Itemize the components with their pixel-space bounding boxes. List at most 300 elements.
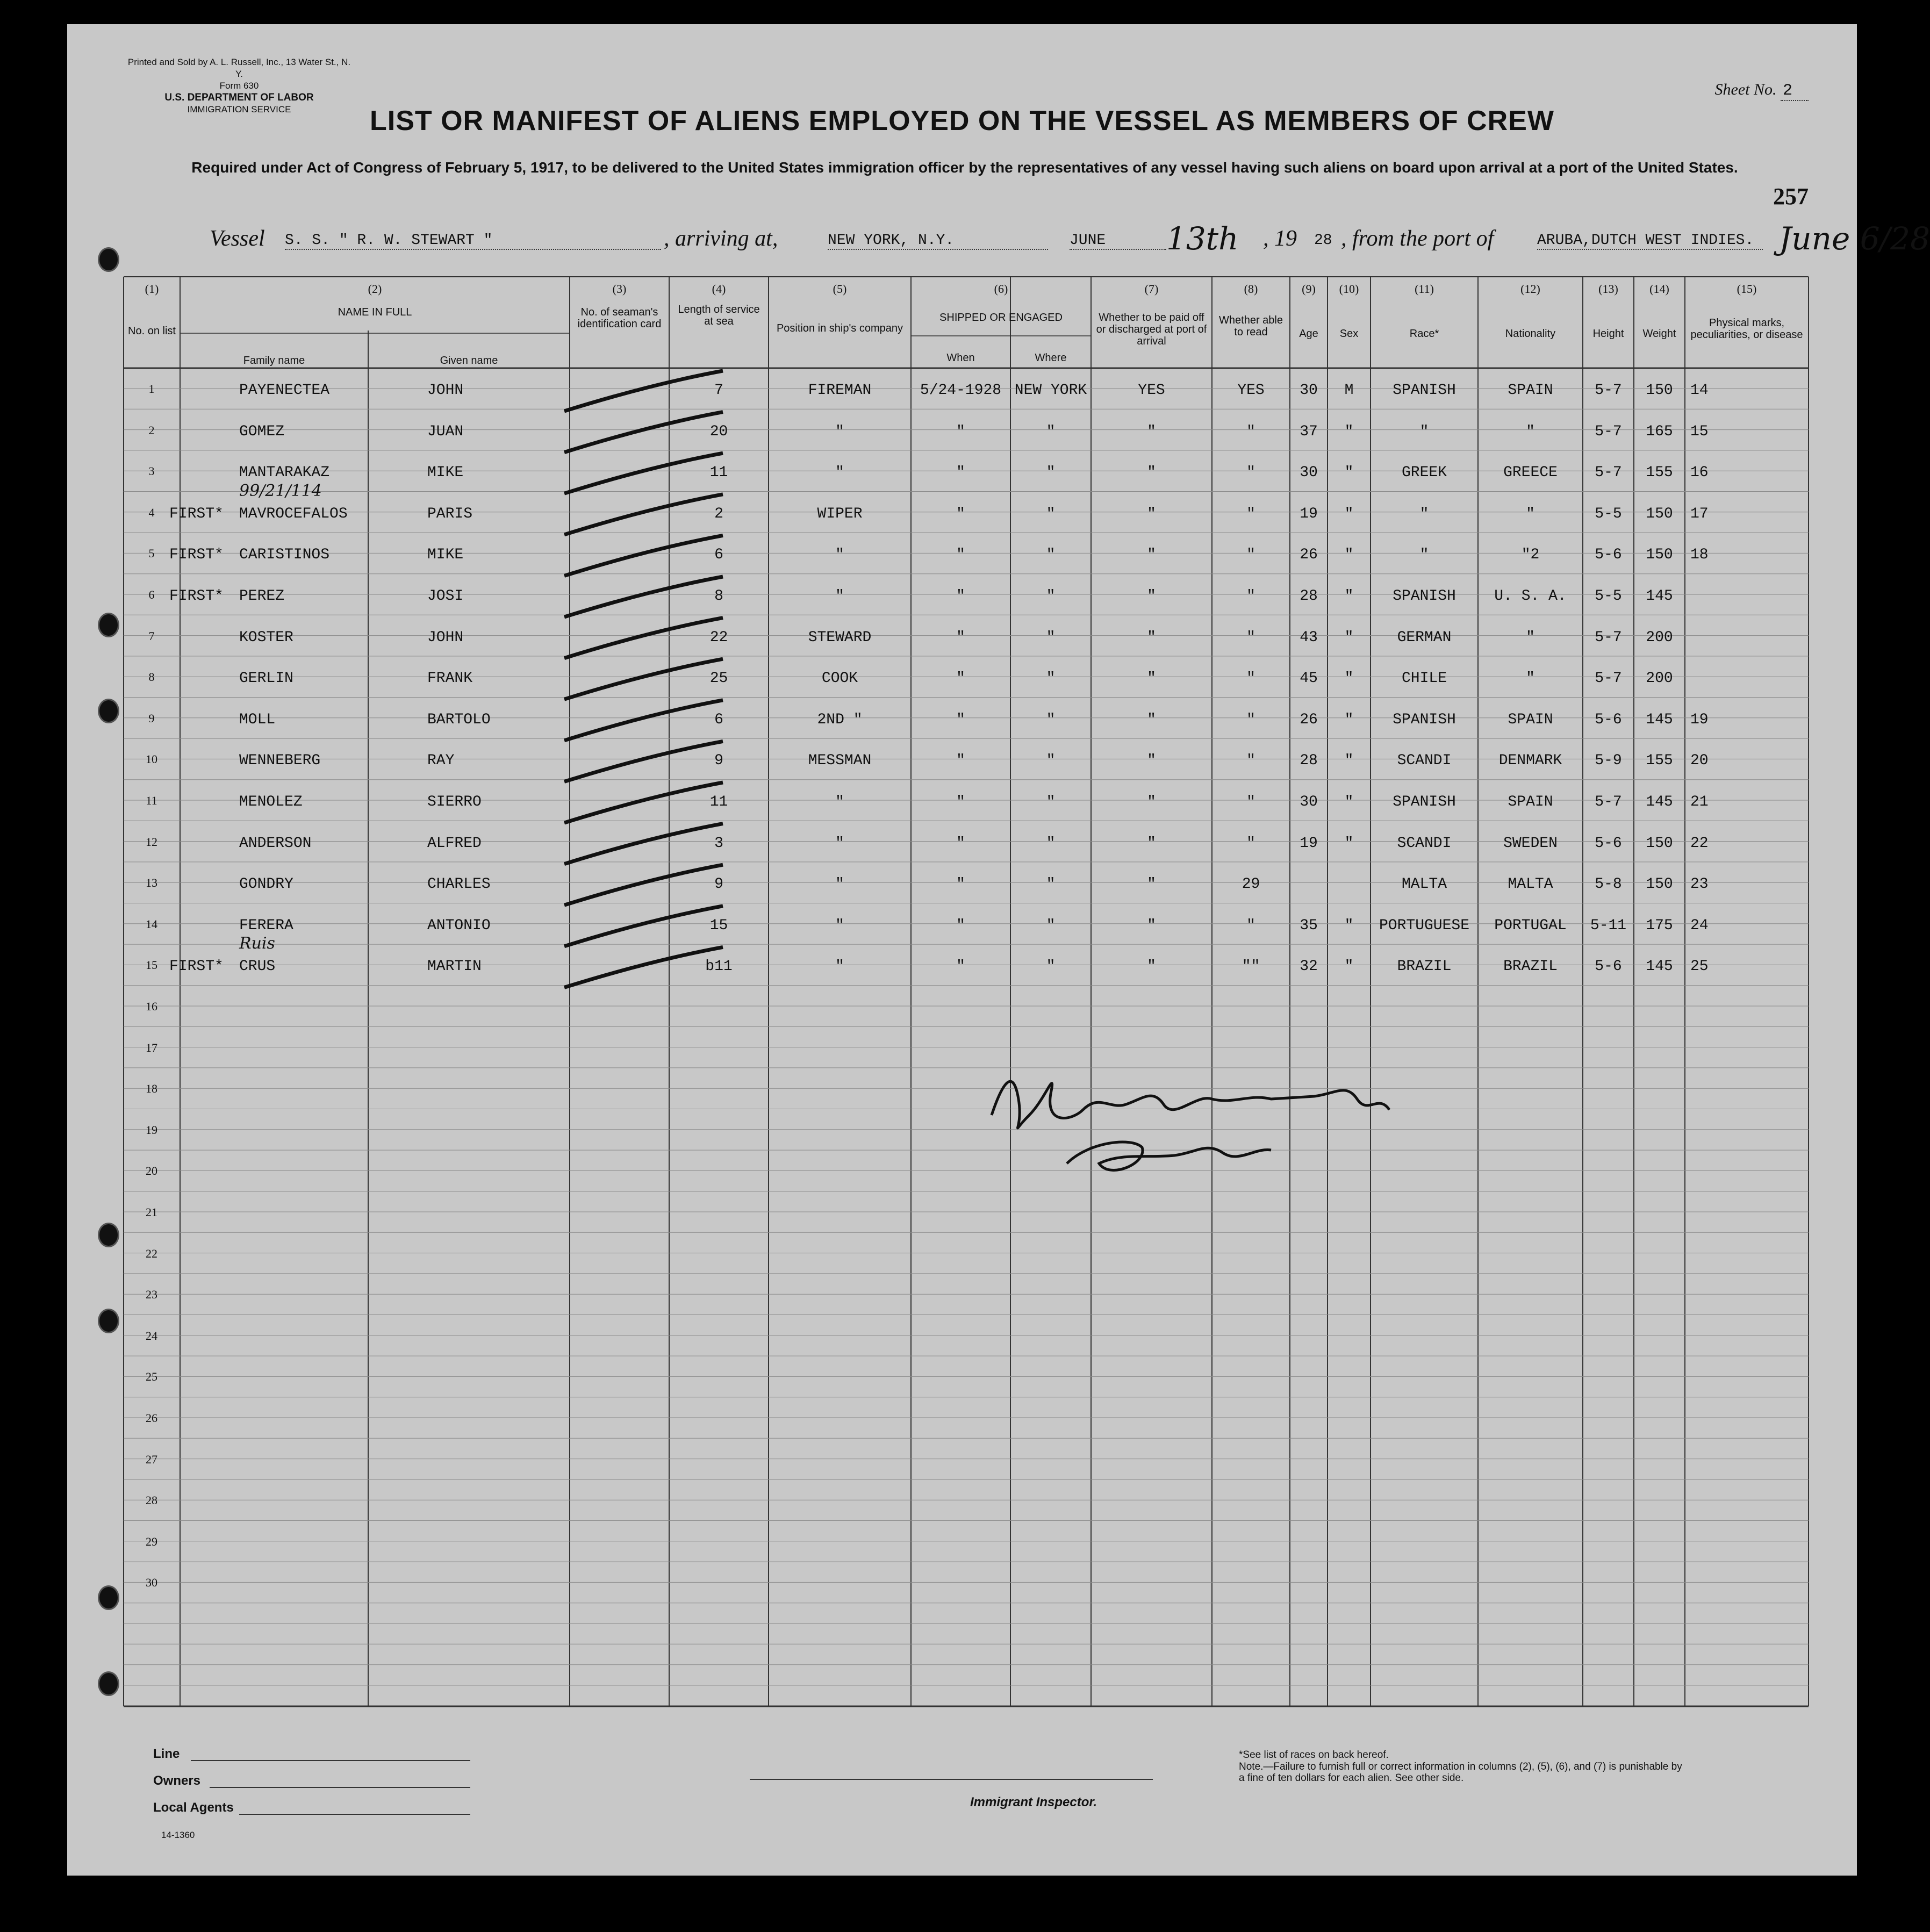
cell-nationality: " <box>1526 670 1535 687</box>
vessel-name: S. S. " R. W. STEWART " <box>285 232 661 250</box>
cell-paid: " <box>1147 629 1156 646</box>
cell-when: 5/24-1928 <box>920 382 1002 399</box>
cell-race: SPANISH <box>1393 588 1456 605</box>
cell-nationality: U. S. A. <box>1494 588 1567 605</box>
inspector-label: Immigrant Inspector. <box>970 1795 1097 1809</box>
cell-paid: " <box>1147 752 1156 770</box>
page-title: LIST OR MANIFEST OF ALIENS EMPLOYED ON THE VESSEL AS MEMBERS OF CREW <box>370 105 1554 137</box>
cell-race: BRAZIL <box>1397 958 1452 975</box>
cell-where: " <box>1046 505 1056 522</box>
cell-nationality: SWEDEN <box>1503 835 1558 852</box>
cell-where: NEW YORK <box>1014 382 1087 399</box>
cell-service: 9 <box>714 876 723 893</box>
cell-when: " <box>956 917 965 934</box>
binder-hole <box>98 1309 119 1333</box>
cell-where: " <box>1046 794 1056 810</box>
cell-sex: " <box>1344 835 1354 852</box>
cell-given: CHARLES <box>427 876 491 893</box>
cell-read: " <box>1246 670 1255 687</box>
column-number: (12) <box>1520 282 1540 296</box>
header-family-name: Family name <box>243 355 305 367</box>
footer-owners-label: Owners <box>153 1773 201 1788</box>
cell-sex: " <box>1344 711 1354 728</box>
footer-line-label: Line <box>153 1747 180 1761</box>
form-code: 14-1360 <box>161 1830 195 1840</box>
inspector-signature-line <box>750 1779 1153 1780</box>
header-service: Length of service at sea <box>678 304 760 327</box>
cell-paid: " <box>1147 464 1156 482</box>
cell-sex: M <box>1344 382 1354 399</box>
cell-weight: 155 <box>1646 752 1673 770</box>
sheet-number-value: 2 <box>1781 82 1809 101</box>
cell-when: " <box>956 794 965 810</box>
cell-position: 2ND " <box>817 711 863 728</box>
cell-position: " <box>835 958 844 975</box>
cell-marks: 23 <box>1690 876 1709 893</box>
row-number: 17 <box>146 1040 157 1054</box>
cell-paid: " <box>1147 794 1156 810</box>
printer-line: Printed and Sold by A. L. Russell, Inc., 13 Water St., N. Y. <box>127 57 351 79</box>
cell-family: KOSTER <box>239 629 293 646</box>
header-position: Position in ship's company <box>776 322 903 334</box>
cell-race: " <box>1419 505 1429 522</box>
cell-where: " <box>1046 958 1056 975</box>
row-number: 14 <box>146 917 157 931</box>
cell-age: 35 <box>1300 917 1318 934</box>
cell-paid: YES <box>1138 382 1165 399</box>
handwritten-note: 99/21/114 <box>239 481 322 500</box>
cell-service: 11 <box>709 794 728 810</box>
cell-family: CARISTINOS <box>239 547 330 564</box>
cell-paid: " <box>1147 547 1156 564</box>
from-port-label: , from the port of <box>1341 226 1494 251</box>
row-number: 22 <box>146 1246 157 1260</box>
cell-service: 7 <box>714 382 723 399</box>
header-paid-off: Whether to be paid off or discharged at port of arrival <box>1096 312 1207 347</box>
cell-marks: 24 <box>1690 917 1709 934</box>
row-number: 7 <box>148 629 155 643</box>
cell-read: " <box>1246 464 1255 482</box>
cell-where: " <box>1046 917 1056 934</box>
cell-where: " <box>1046 711 1056 728</box>
row-prefix: FIRST* <box>169 547 224 564</box>
header-nationality: Nationality <box>1505 328 1556 340</box>
cell-nationality: PORTUGAL <box>1494 917 1567 934</box>
binder-hole <box>98 1671 119 1696</box>
races-note: *See list of races on back hereof. <box>1239 1749 1389 1761</box>
cell-service: 6 <box>714 547 723 564</box>
row-number: 30 <box>146 1576 157 1590</box>
row-prefix: FIRST* <box>169 505 224 522</box>
cell-paid: " <box>1147 670 1156 687</box>
cell-race: " <box>1419 423 1429 440</box>
cell-sex: " <box>1344 794 1354 810</box>
cell-age: 30 <box>1300 464 1318 482</box>
cell-race: PORTUGUESE <box>1379 917 1470 934</box>
cell-position: " <box>835 794 844 810</box>
service-name: IMMIGRATION SERVICE <box>187 104 291 114</box>
cell-family: GOMEZ <box>239 423 285 440</box>
cell-paid: " <box>1147 711 1156 728</box>
cell-paid: " <box>1147 876 1156 893</box>
cell-service: 20 <box>709 423 728 440</box>
column-number: (6) <box>994 282 1008 296</box>
cell-weight: 150 <box>1646 382 1673 399</box>
footer-line-field <box>191 1760 470 1761</box>
cell-position: " <box>835 547 844 564</box>
header-given-name: Given name <box>440 355 498 367</box>
row-number: 10 <box>146 752 157 766</box>
column-number: (4) <box>712 282 726 296</box>
cell-age: 30 <box>1300 794 1318 810</box>
cell-given: PARIS <box>427 505 473 522</box>
cell-read: "" <box>1242 958 1260 975</box>
cell-paid: " <box>1147 958 1156 975</box>
cell-age: 32 <box>1300 958 1318 975</box>
cell-when: " <box>956 588 965 605</box>
cell-height: 5-7 <box>1595 794 1622 810</box>
cell-sex: " <box>1344 588 1354 605</box>
handwritten-date: June 6/28 <box>1779 220 1930 257</box>
cell-nationality: DENMARK <box>1498 752 1562 770</box>
row-number: 25 <box>146 1370 157 1384</box>
header-age: Age <box>1299 328 1318 340</box>
cell-family: CRUS <box>239 958 276 975</box>
column-number: (3) <box>612 282 627 296</box>
cell-sex: " <box>1344 464 1354 482</box>
cell-family: FERERA <box>239 917 293 934</box>
cell-age: 19 <box>1300 505 1318 522</box>
cell-service: 11 <box>709 464 728 482</box>
row-number: 19 <box>146 1123 157 1137</box>
cell-family: MAVROCEFALOS <box>239 505 348 522</box>
cell-height: 5-9 <box>1595 752 1622 770</box>
cell-nationality: MALTA <box>1508 876 1553 893</box>
cell-when: " <box>956 629 965 646</box>
cell-read: " <box>1246 629 1255 646</box>
cell-where: " <box>1046 876 1056 893</box>
row-number: 24 <box>146 1328 157 1342</box>
header-marks: Physical marks, peculiarities, or disease <box>1690 317 1803 341</box>
cell-nationality: GREECE <box>1503 464 1558 482</box>
cell-height: 5-11 <box>1590 917 1627 934</box>
row-number: 29 <box>146 1534 157 1548</box>
cell-sex: " <box>1344 629 1354 646</box>
cell-given: RAY <box>427 752 455 770</box>
handwritten-note: Ruis <box>239 934 275 953</box>
cell-read: 29 <box>1242 876 1260 893</box>
cell-race: SCANDI <box>1397 835 1452 852</box>
cell-where: " <box>1046 752 1056 770</box>
cell-nationality: SPAIN <box>1508 711 1553 728</box>
cell-position: " <box>835 917 844 934</box>
page-number: 257 <box>1773 183 1809 210</box>
cell-weight: 145 <box>1646 711 1673 728</box>
cell-marks: 22 <box>1690 835 1709 852</box>
cell-weight: 175 <box>1646 917 1673 934</box>
cell-where: " <box>1046 423 1056 440</box>
cell-read: " <box>1246 423 1255 440</box>
cell-service: 15 <box>709 917 728 934</box>
cell-weight: 150 <box>1646 547 1673 564</box>
cell-read: " <box>1246 711 1255 728</box>
arriving-label: , arriving at, <box>664 226 778 251</box>
cell-read: " <box>1246 835 1255 852</box>
cell-when: " <box>956 464 965 482</box>
column-number: (7) <box>1144 282 1159 296</box>
cell-service: 2 <box>714 505 723 522</box>
cell-weight: 150 <box>1646 876 1673 893</box>
cell-age: 28 <box>1300 588 1318 605</box>
row-number: 27 <box>146 1452 157 1466</box>
cell-height: 5-5 <box>1595 588 1622 605</box>
page-subtitle: Required under Act of Congress of February 5, 1917, to be delivered to the United States immigration officer by the representatives of any vessel having such aliens on board upon arrival at a port of the United States. <box>191 159 1738 176</box>
cell-position: " <box>835 464 844 482</box>
cell-where: " <box>1046 629 1056 646</box>
arrival-day: 13th <box>1166 220 1239 257</box>
cell-height: 5-7 <box>1595 382 1622 399</box>
cell-weight: 200 <box>1646 629 1673 646</box>
binder-hole <box>98 613 119 637</box>
cell-position: " <box>835 876 844 893</box>
binder-hole <box>98 1223 119 1247</box>
cell-height: 5-7 <box>1595 670 1622 687</box>
cell-family: GERLIN <box>239 670 293 687</box>
penalty-note: Note.—Failure to furnish full or correct information in columns (2), (5), (6), and (7) is punishable by a fine of ten dollars for each alien. See other side. <box>1239 1761 1682 1784</box>
row-prefix: FIRST* <box>169 958 224 975</box>
binder-hole <box>98 1585 119 1610</box>
cell-sex: " <box>1344 752 1354 770</box>
row-number: 11 <box>146 794 157 807</box>
cell-height: 5-7 <box>1595 464 1622 482</box>
header-name-in-full: NAME IN FULL <box>338 306 412 318</box>
footer-agents-label: Local Agents <box>153 1800 234 1815</box>
cell-weight: 145 <box>1646 588 1673 605</box>
row-number: 23 <box>146 1288 157 1302</box>
header-height: Height <box>1592 328 1624 340</box>
cell-weight: 155 <box>1646 464 1673 482</box>
header-where: Where <box>1035 352 1067 364</box>
signature-title <box>1018 1045 1030 1051</box>
row-number: 1 <box>148 382 155 396</box>
row-number: 26 <box>146 1411 157 1425</box>
cell-when: " <box>956 423 965 440</box>
cell-given: JUAN <box>427 423 464 440</box>
cell-race: SPANISH <box>1393 382 1456 399</box>
cell-sex: " <box>1344 670 1354 687</box>
cell-marks: 18 <box>1690 547 1709 564</box>
row-number: 8 <box>148 670 155 684</box>
footer-agents-field <box>239 1814 470 1815</box>
form-number: Form 630 <box>219 81 259 91</box>
cell-race: SCANDI <box>1397 752 1452 770</box>
cell-marks: 15 <box>1690 423 1709 440</box>
row-number: 9 <box>148 711 155 725</box>
cell-given: MARTIN <box>427 958 482 975</box>
cell-where: " <box>1046 464 1056 482</box>
cell-service: 6 <box>714 711 723 728</box>
header-sex: Sex <box>1339 328 1359 340</box>
cell-read: " <box>1246 505 1255 522</box>
cell-marks: 17 <box>1690 505 1709 522</box>
cell-position: FIREMAN <box>808 382 872 399</box>
cell-age: 30 <box>1300 382 1318 399</box>
row-number: 2 <box>148 423 155 437</box>
header-race: Race* <box>1409 328 1439 340</box>
cell-where: " <box>1046 835 1056 852</box>
cell-nationality: " <box>1526 423 1535 440</box>
cell-service: 8 <box>714 588 723 605</box>
cell-paid: " <box>1147 423 1156 440</box>
cell-age: 45 <box>1300 670 1318 687</box>
cell-paid: " <box>1147 588 1156 605</box>
header-id-card: No. of seaman's identification card <box>577 306 662 330</box>
cell-given: JOHN <box>427 382 464 399</box>
table-grid <box>67 24 1857 1876</box>
binder-hole <box>98 699 119 723</box>
cell-given: ALFRED <box>427 835 482 852</box>
cell-sex: " <box>1344 917 1354 934</box>
cell-race: " <box>1419 547 1429 564</box>
row-number: 15 <box>146 958 157 972</box>
cell-weight: 165 <box>1646 423 1673 440</box>
cell-family: PEREZ <box>239 588 285 605</box>
cell-nationality: BRAZIL <box>1503 958 1558 975</box>
row-number: 28 <box>146 1493 157 1507</box>
arrival-port: NEW YORK, N.Y. <box>828 232 1048 250</box>
cell-marks: 14 <box>1690 382 1709 399</box>
vessel-label: Vessel <box>210 226 265 251</box>
cell-family: MENOLEZ <box>239 794 303 810</box>
cell-service: 22 <box>709 629 728 646</box>
header-shipped: SHIPPED OR ENGAGED <box>939 312 1063 324</box>
arrival-year: 28 <box>1314 232 1332 249</box>
cell-family: WENNEBERG <box>239 752 321 770</box>
cell-family: MANTARAKAZ <box>239 464 330 482</box>
cell-position: " <box>835 588 844 605</box>
cell-read: " <box>1246 547 1255 564</box>
cell-given: MIKE <box>427 464 464 482</box>
cell-given: SIERRO <box>427 794 482 810</box>
column-number: (2) <box>368 282 382 296</box>
cell-weight: 145 <box>1646 958 1673 975</box>
cell-paid: " <box>1147 835 1156 852</box>
signature-name <box>981 1045 1016 1051</box>
departure-port: ARUBA,DUTCH WEST INDIES. <box>1537 232 1763 250</box>
binder-hole <box>98 247 119 272</box>
cell-weight: 150 <box>1646 835 1673 852</box>
cell-when: " <box>956 958 965 975</box>
cell-race: GERMAN <box>1397 629 1452 646</box>
cell-height: 5-8 <box>1595 876 1622 893</box>
cell-height: 5-7 <box>1595 629 1622 646</box>
column-number: (9) <box>1302 282 1316 296</box>
cell-height: 5-6 <box>1595 711 1622 728</box>
row-number: 6 <box>148 588 155 601</box>
cell-when: " <box>956 670 965 687</box>
cell-service: 25 <box>709 670 728 687</box>
cell-age: 37 <box>1300 423 1318 440</box>
cell-sex: " <box>1344 505 1354 522</box>
cell-age: 19 <box>1300 835 1318 852</box>
cell-read: YES <box>1237 382 1265 399</box>
inspector-signature <box>970 1035 1454 1196</box>
cell-when: " <box>956 752 965 770</box>
cell-when: " <box>956 505 965 522</box>
sheet-number-label: Sheet No. <box>1714 81 1777 98</box>
cell-read: " <box>1246 917 1255 934</box>
column-number: (15) <box>1737 282 1757 296</box>
cell-nationality: "2 <box>1521 547 1540 564</box>
manifest-sheet <box>67 24 1930 1876</box>
cell-given: JOSI <box>427 588 464 605</box>
column-number: (11) <box>1415 282 1434 296</box>
cell-height: 5-5 <box>1595 505 1622 522</box>
cell-weight: 150 <box>1646 505 1673 522</box>
cell-age: 26 <box>1300 711 1318 728</box>
cell-service: 3 <box>714 835 723 852</box>
column-number: (14) <box>1649 282 1669 296</box>
cell-position: STEWARD <box>808 629 872 646</box>
row-number: 5 <box>148 547 155 561</box>
cell-where: " <box>1046 588 1056 605</box>
cell-service: b11 <box>705 958 733 975</box>
row-number: 18 <box>146 1082 157 1096</box>
column-number: (10) <box>1339 282 1359 296</box>
row-number: 3 <box>148 464 155 478</box>
department-name: U.S. DEPARTMENT OF LABOR <box>164 92 314 103</box>
cell-race: CHILE <box>1401 670 1447 687</box>
cell-read: " <box>1246 794 1255 810</box>
cell-age: 28 <box>1300 752 1318 770</box>
cell-marks: 19 <box>1690 711 1709 728</box>
cell-service: 9 <box>714 752 723 770</box>
cell-height: 5-6 <box>1595 547 1622 564</box>
cell-marks: 21 <box>1690 794 1709 810</box>
cell-when: " <box>956 547 965 564</box>
cell-family: GONDRY <box>239 876 293 893</box>
cell-read: " <box>1246 752 1255 770</box>
cell-given: FRANK <box>427 670 473 687</box>
cell-given: MIKE <box>427 547 464 564</box>
cell-given: JOHN <box>427 629 464 646</box>
cell-marks: 20 <box>1690 752 1709 770</box>
cell-race: SPANISH <box>1393 711 1456 728</box>
cell-position: " <box>835 835 844 852</box>
cell-race: MALTA <box>1401 876 1447 893</box>
cell-family: MOLL <box>239 711 276 728</box>
cell-when: " <box>956 711 965 728</box>
header-able-read: Whether able to read <box>1219 314 1283 338</box>
cell-family: PAYENECTEA <box>239 382 330 399</box>
cell-paid: " <box>1147 917 1156 934</box>
cell-nationality: " <box>1526 505 1535 522</box>
cell-family: ANDERSON <box>239 835 312 852</box>
row-number: 12 <box>146 835 157 849</box>
year-prefix: , 19 <box>1263 226 1297 251</box>
cell-age: 26 <box>1300 547 1318 564</box>
cell-where: " <box>1046 547 1056 564</box>
cell-weight: 200 <box>1646 670 1673 687</box>
row-number: 13 <box>146 876 157 890</box>
column-number: (1) <box>145 282 159 296</box>
header-weight: Weight <box>1642 328 1676 340</box>
cell-age: 43 <box>1300 629 1318 646</box>
cell-height: 5-6 <box>1595 835 1622 852</box>
cell-weight: 145 <box>1646 794 1673 810</box>
cell-when: " <box>956 835 965 852</box>
cell-given: BARTOLO <box>427 711 491 728</box>
